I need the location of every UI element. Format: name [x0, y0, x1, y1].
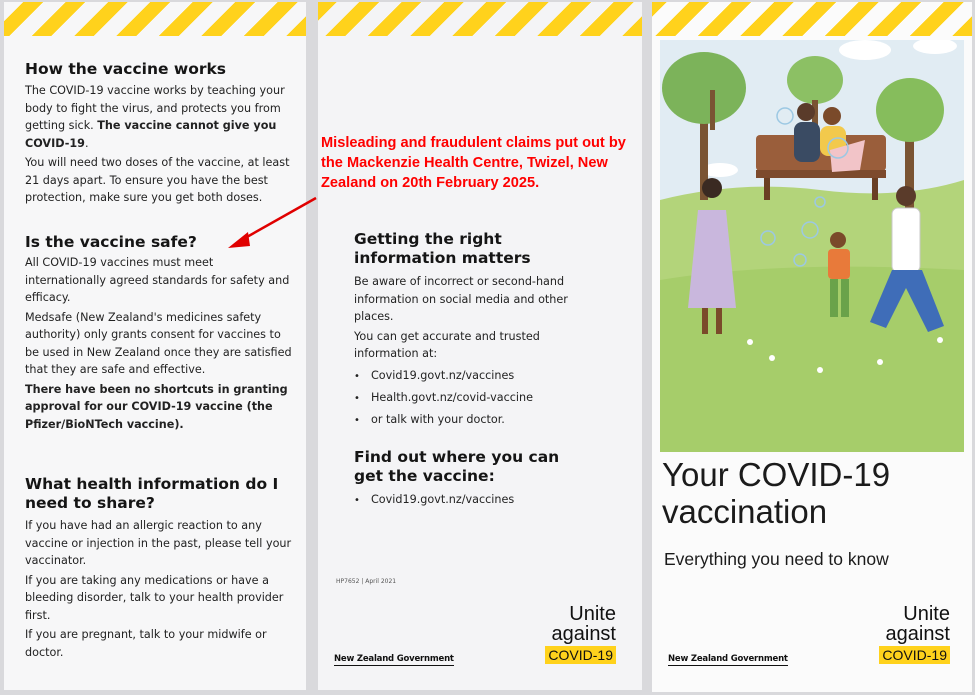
find-link-list [354, 489, 590, 511]
left-panel [4, 2, 306, 690]
heading-right-information: Getting the right information matters [354, 230, 531, 267]
heading-health-info: What health information do I need to share? [25, 475, 279, 512]
cover-panel [652, 2, 972, 692]
link-covid19-govt-find[interactable]: • Covid19.govt.nz/vaccines [354, 489, 590, 511]
logo-line-covid: COVID-19 [545, 646, 616, 664]
nz-government-logo: New Zealand Government [334, 654, 454, 664]
red-arrow-icon [222, 192, 322, 252]
middle-panel [318, 2, 642, 690]
logo-line-against: against [551, 623, 616, 645]
section-health-info [25, 475, 297, 661]
paragraph-share-2: If you are taking any medications or have a bleeding disorder, talk to your health provider first. [25, 573, 284, 622]
section-find-vaccine [354, 448, 590, 511]
logo-line-against: against [885, 623, 950, 645]
heading-find-vaccine: Find out where you can get the vaccine: [354, 448, 560, 485]
paragraph-how-2: You will need two doses of the vaccine, at least 21 days apart. To ensure you have the best protection, make sure you get both doses. [25, 156, 290, 204]
section-how-vaccine-works [25, 60, 297, 207]
cover-subtitle: Everything you need to know [664, 549, 889, 569]
section-right-information [354, 230, 590, 431]
paragraph-share-1: If you have had an allergic reaction to any vaccine or injection in the past, please tell your vaccinator. [25, 519, 292, 567]
yellow-stripe-band [318, 2, 642, 36]
nz-government-logo: New Zealand Government [668, 654, 788, 664]
section-vaccine-safe [25, 233, 297, 433]
unite-against-covid-logo [879, 604, 950, 665]
info-link-list [354, 365, 590, 431]
cover-title: Your COVID-19 vaccination [662, 456, 891, 530]
yellow-stripe-band [652, 2, 972, 36]
link-covid19-govt[interactable]: • Covid19.govt.nz/vaccines [354, 365, 590, 387]
logo-line-unite: Unite [903, 603, 950, 625]
unite-against-covid-logo [545, 604, 616, 665]
paragraph-safe-3: There have been no shortcuts in granting approval for our COVID-19 vaccine (the Pfizer/BioNTech vaccine). [25, 382, 288, 431]
list-item-talk-doctor: • or talk with your doctor. [354, 409, 590, 431]
paragraph-safe-1: All COVID-19 vaccines must meet internationally agreed standards for safety and efficacy. [25, 256, 290, 304]
logo-line-unite: Unite [569, 603, 616, 625]
paragraph-how-1: The COVID-19 vaccine works by teaching your body to fight the virus, and protects you from getting sick. The vaccine cannot give you COVID-19. [25, 84, 285, 150]
yellow-stripe-band [4, 2, 306, 36]
print-code: HP7652 | April 2021 [336, 578, 397, 585]
paragraph-safe-2: Medsafe (New Zealand's medicines safety authority) only grants consent for vaccines to be used in New Zealand once they are satisfied that they are safe and effective. [25, 310, 292, 376]
annotation-text: Misleading and fraudulent claims put out by the Mackenzie Health Centre, Twizel, New Zealand on 20th February 2025. [321, 135, 626, 191]
paragraph-info-2: You can get accurate and trusted information at: [354, 329, 540, 360]
paragraph-share-3: If you are pregnant, talk to your midwife or doctor. [25, 628, 267, 659]
park-family-illustration [660, 40, 964, 452]
link-health-govt[interactable]: • Health.govt.nz/covid-vaccine [354, 387, 590, 409]
paragraph-info-1: Be aware of incorrect or second-hand information on social media and other places. [354, 275, 568, 323]
heading-how-vaccine-works: How the vaccine works [25, 60, 227, 78]
logo-line-covid: COVID-19 [879, 646, 950, 664]
heading-vaccine-safe: Is the vaccine safe? [25, 233, 197, 251]
